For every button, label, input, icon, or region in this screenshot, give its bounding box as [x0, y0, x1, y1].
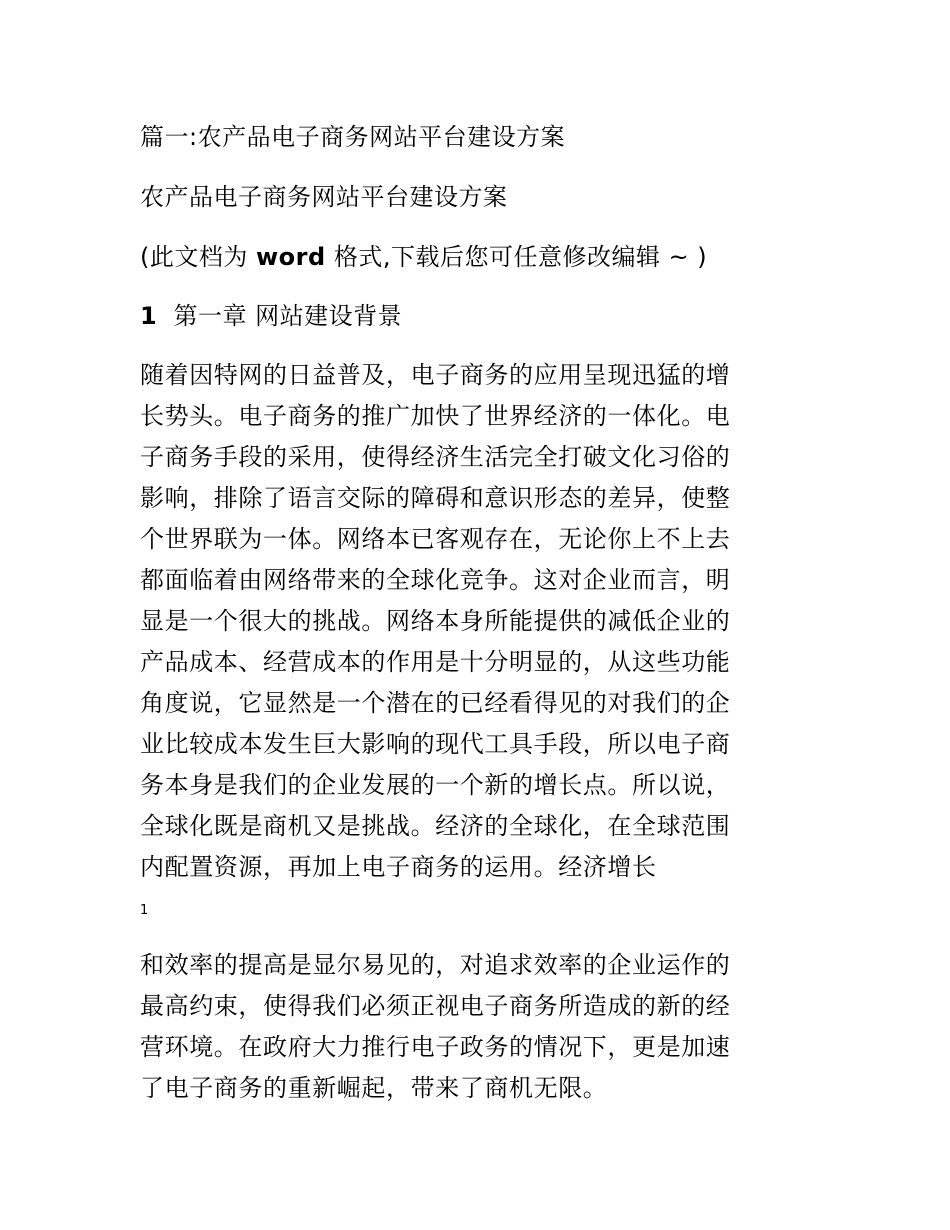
- document-subheading: 农产品电子商务网站平台建设方案: [140, 183, 508, 211]
- paragraph-line: 产品成本、经营成本的作用是十分明显的，从这些功能: [140, 648, 731, 676]
- format-note-bold: word: [256, 243, 326, 271]
- paragraph-line: 业比较成本发生巨大影响的现代工具手段，所以电子商: [140, 730, 731, 758]
- paragraph-line: 影响，排除了语言交际的障碍和意识形态的差异，使整: [140, 484, 731, 512]
- paragraph-line: 角度说，它显然是一个潜在的已经看得见的对我们的企: [140, 689, 731, 717]
- paragraph-line: 子商务手段的采用，使得经济生活完全打破文化习俗的: [140, 443, 731, 471]
- page-number: 1: [140, 903, 149, 918]
- chapter-heading: [140, 300, 402, 332]
- chapter-number: 1: [140, 302, 158, 330]
- format-note-suffix: 格式,下载后您可任意修改编辑 ~ ): [325, 243, 708, 271]
- body-paragraph-1: [140, 355, 792, 888]
- document-heading: 篇一:农产品电子商务网站平台建设方案: [140, 123, 566, 151]
- paragraph-line: 全球化既是商机又是挑战。经济的全球化，在全球范围: [140, 812, 731, 840]
- format-note: [140, 241, 707, 273]
- paragraph-line: 长势头。电子商务的推广加快了世界经济的一体化。电: [140, 402, 731, 430]
- paragraph-line: 了电子商务的重新崛起，带来了商机无限。: [140, 1074, 608, 1102]
- body-paragraph-2: [140, 945, 792, 1109]
- paragraph-line: 最高约束，使得我们必须正视电子商务所造成的新的经: [140, 992, 731, 1020]
- paragraph-line: 显是一个很大的挑战。网络本身所能提供的减低企业的: [140, 607, 731, 635]
- paragraph-line: 营环境。在政府大力推行电子政务的情况下，更是加速: [140, 1033, 731, 1061]
- chapter-title: 第一章 网站建设背景: [173, 302, 403, 330]
- paragraph-line: 个世界联为一体。网络本已客观存在，无论你上不上去: [140, 525, 731, 553]
- format-note-prefix: (此文档为: [140, 243, 256, 271]
- paragraph-line: 都面临着由网络带来的全球化竞争。这对企业而言，明: [140, 566, 731, 594]
- paragraph-line: 随着因特网的日益普及，电子商务的应用呈现迅猛的增: [140, 361, 731, 389]
- paragraph-line: 务本身是我们的企业发展的一个新的增长点。所以说，: [140, 771, 731, 799]
- paragraph-line: 和效率的提高是显尔易见的，对追求效率的企业运作的: [140, 951, 731, 979]
- paragraph-line: 内配置资源，再加上电子商务的运用。经济增长: [140, 853, 657, 881]
